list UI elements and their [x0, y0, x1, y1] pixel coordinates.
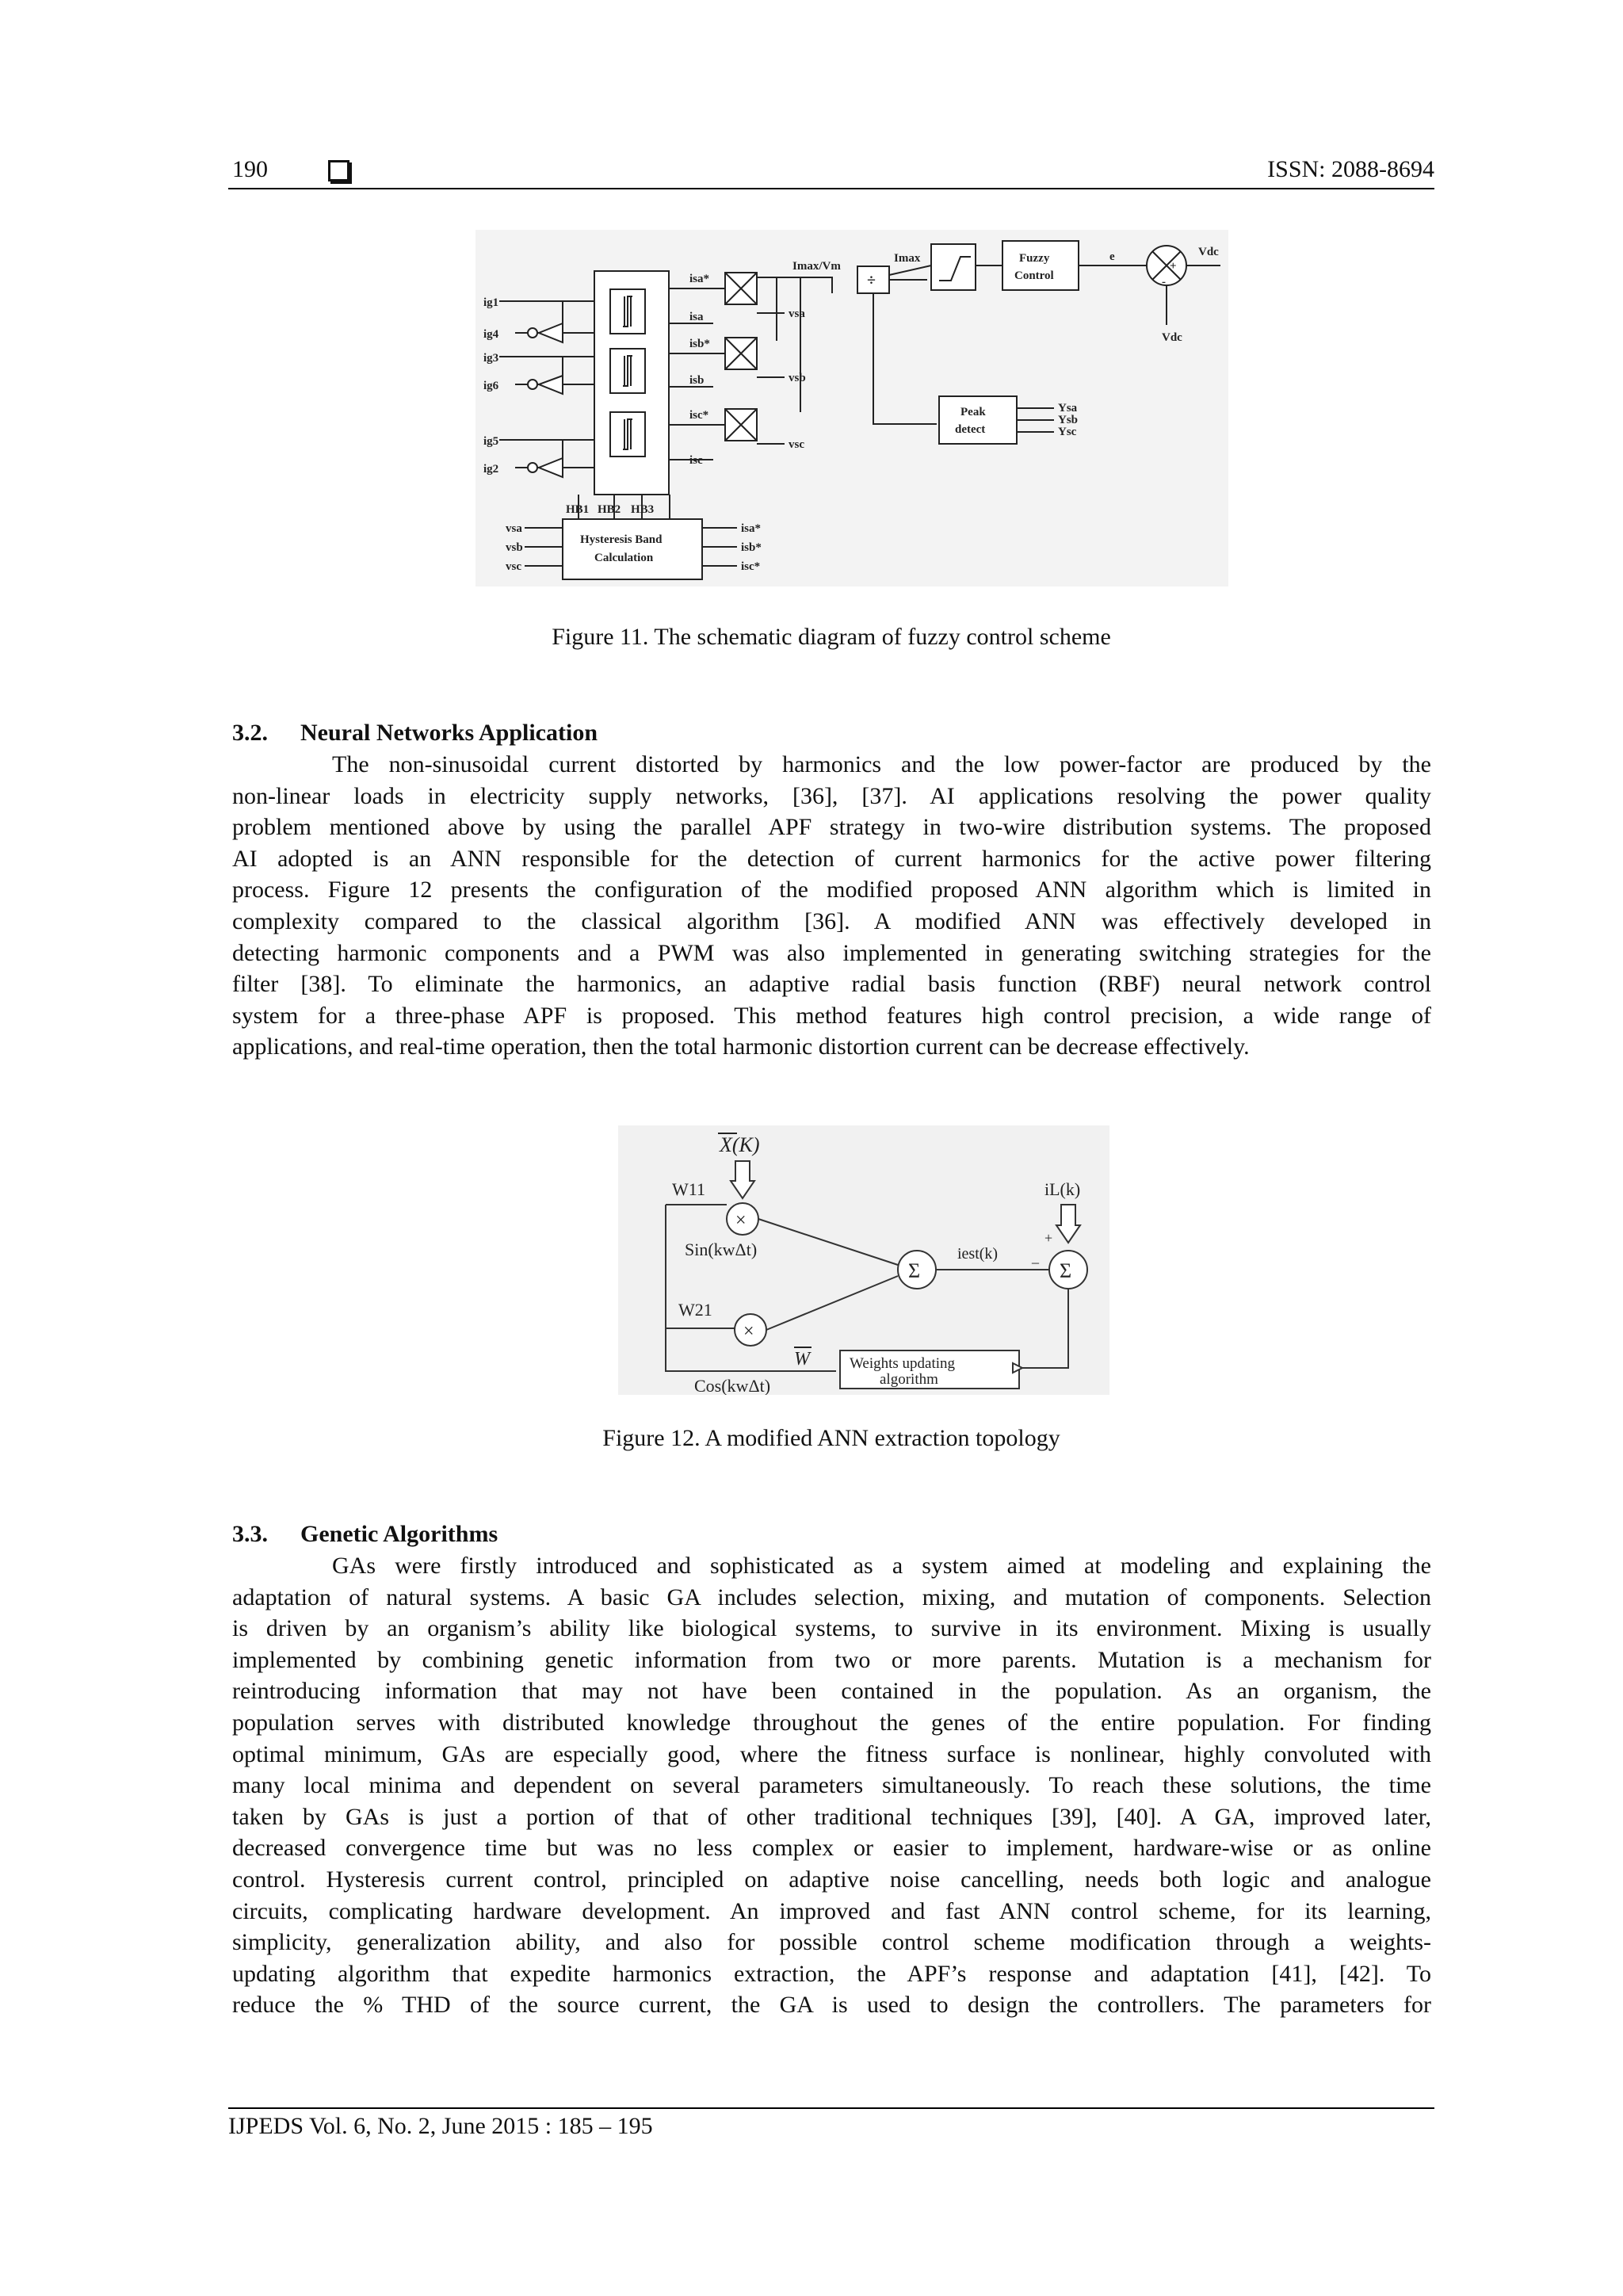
fig11-vsb: vsb	[789, 372, 806, 384]
fig11-hyst-1: Hysteresis Band	[580, 533, 663, 546]
fig11-vsc: vsc	[789, 438, 804, 451]
paragraph-line: complexity compared to the classical algorithm [36]. A modified ANN was effectively developed in	[232, 907, 1431, 934]
section-3-3-body	[232, 1550, 1431, 2021]
fig11-hyst-2: Calculation	[594, 552, 654, 564]
paragraph-line: control. Hysteresis current control, principled on adaptive noise cancelling, needs both logic and analogue	[232, 1866, 1431, 1893]
fig11-ysa: Ysa	[1058, 402, 1078, 415]
fig12-iest: iest(k)	[957, 1245, 999, 1263]
fig12-w11: W11	[672, 1179, 705, 1199]
fig11-isb-star: isb*	[689, 338, 710, 350]
fig12-sin: Sin(kwΔt)	[685, 1240, 758, 1259]
fig11-isc-star: isc*	[689, 409, 709, 422]
fig11-peak-1: Peak	[960, 406, 986, 418]
section-3-2-number: 3.2.	[232, 720, 268, 746]
fig12-cos: Cos(kwΔt)	[694, 1376, 771, 1395]
fig11-in-isa: isa*	[741, 522, 762, 535]
fig11-isa-star: isa*	[689, 273, 710, 285]
fig11-hb1: HB1	[566, 503, 590, 516]
fig12-w21: W21	[678, 1300, 712, 1320]
section-3-2-title: Neural Networks Application	[300, 720, 598, 746]
page-number: 190	[232, 156, 268, 182]
fig11-isc: isc	[689, 454, 703, 467]
fig12-times-2: ×	[743, 1321, 754, 1342]
fig12-w-bar: W	[794, 1349, 810, 1370]
fig11-in-vsb: vsb	[506, 541, 523, 554]
fig12-minus: _	[1032, 1249, 1039, 1265]
footer-citation: IJPEDS Vol. 6, No. 2, June 2015 : 185 – 195	[228, 2113, 653, 2139]
box-symbol-icon	[323, 160, 349, 185]
fig11-in-vsa: vsa	[506, 522, 522, 535]
paragraph-line: applications, and real-time operation, then the total harmonic distortion current can be decrease effectively.	[232, 1033, 1250, 1060]
paragraph-line: adaptation of natural systems. A basic GA includes selection, mixing, and mutation of components. Selection	[232, 1584, 1431, 1610]
fig11-plus: +	[1170, 260, 1177, 273]
paragraph-line: filter [38]. To eliminate the harmonics, an adaptive radial basis function (RBF) neural network control	[232, 971, 1431, 998]
fig11-ig3: ig3	[483, 352, 499, 365]
section-3-3-heading	[232, 1520, 498, 1549]
paragraph-line: reduce the % THD of the source current, the GA is used to design the controllers. The parameters for	[232, 1992, 1431, 2019]
fig11-in-isb: isb*	[741, 541, 762, 554]
fig11-fuzzy-2: Control	[1014, 269, 1054, 282]
fig12-xk: X(K)	[720, 1133, 760, 1156]
paragraph-line: problem mentioned above by using the parallel APF strategy in two-wire distribution systems. The proposed	[232, 814, 1431, 841]
fig11-ig2: ig2	[483, 463, 499, 476]
fig11-divide: ÷	[867, 272, 876, 289]
figure-11-diagram	[475, 230, 1228, 586]
paragraph-line: updating algorithm that expedite harmonics extraction, the APF’s response and adaptation [41], [42]. To	[232, 1960, 1431, 1987]
fig12-times-1: ×	[735, 1210, 747, 1231]
fig12-il: iL(k)	[1044, 1179, 1081, 1199]
fig11-imax-vm: Imax/Vm	[792, 260, 841, 273]
paragraph-line: detecting harmonic components and a PWM was also implemented in generating switching strategies for the	[232, 939, 1431, 966]
paragraph-line: process. Figure 12 presents the configuration of the modified proposed ANN algorithm which is limited in	[232, 877, 1431, 904]
paragraph-line: The non-sinusoidal current distorted by harmonics and the low power-factor are produced by the	[332, 751, 1431, 777]
figure-12-caption: Figure 12. A modified ANN extraction topology	[602, 1425, 1060, 1451]
header-rule	[228, 188, 1434, 189]
section-3-2-heading	[232, 719, 598, 747]
fig11-imax: Imax	[894, 252, 921, 265]
fig12-weights-2: algorithm	[880, 1371, 938, 1388]
paragraph-line: AI adopted is an ANN responsible for the detection of current harmonics for the active power filtering	[232, 845, 1431, 872]
fig11-fuzzy-1: Fuzzy	[1019, 252, 1050, 265]
fig11-ig1: ig1	[483, 296, 499, 309]
fig11-ig5: ig5	[483, 435, 499, 448]
fig11-ig4: ig4	[483, 328, 499, 341]
section-3-3-number: 3.3.	[232, 1521, 268, 1547]
fig11-peak-2: detect	[955, 423, 986, 436]
fig11-vsa: vsa	[789, 308, 805, 320]
paragraph-line: GAs were firstly introduced and sophisticated as a system aimed at modeling and explaining the	[332, 1553, 1431, 1579]
fig11-vdc-ref: Vdc	[1198, 246, 1219, 258]
figure-12-diagram	[618, 1125, 1109, 1395]
paragraph-line: taken by GAs is just a portion of that of other traditional techniques [39], [40]. A GA, improved later,	[232, 1803, 1431, 1830]
paragraph-line: non-linear loads in electricity supply networks, [36], [37]. AI applications resolving the power quality	[232, 782, 1431, 809]
fig11-e: e	[1109, 250, 1115, 263]
paragraph-line: many local minima and dependent on several parameters simultaneously. To reach these solutions, the time	[232, 1772, 1431, 1799]
paragraph-line: implemented by combining genetic information from two or more parents. Mutation is a mechanism for	[232, 1646, 1431, 1673]
paragraph-line: system for a three-phase APF is proposed. This method features high control precision, a wide range of	[232, 1002, 1431, 1029]
fig12-plus: +	[1044, 1230, 1053, 1246]
fig12-sigma-2: Σ	[1060, 1259, 1072, 1282]
fig11-minus: -	[1162, 276, 1166, 288]
fig11-hb3: HB3	[631, 503, 655, 516]
paragraph-line: optimal minimum, GAs are especially good, where the fitness surface is nonlinear, highly convoluted with	[232, 1740, 1431, 1767]
section-3-2-body	[232, 749, 1431, 1063]
paragraph-line: population serves with distributed knowledge throughout the genes of the entire population. For finding	[232, 1709, 1431, 1736]
fig11-ysb: Ysb	[1058, 414, 1079, 426]
fig12-sigma-1: Σ	[908, 1259, 921, 1282]
paragraph-line: is driven by an organism’s ability like biological systems, to survive in its environment. Mixing is usually	[232, 1615, 1431, 1642]
fig11-in-vsc: vsc	[506, 560, 521, 573]
footer-rule	[228, 2107, 1434, 2109]
fig11-hb2: HB2	[598, 503, 621, 516]
paragraph-line: decreased convergence time but was no less complex or easier to implement, hardware-wise or as online	[232, 1835, 1431, 1862]
paragraph-line: reintroducing information that may not have been contained in the population. As an organism, the	[232, 1678, 1431, 1705]
fig11-in-isc: isc*	[741, 560, 761, 573]
fig11-isb: isb	[689, 374, 705, 387]
section-3-3-title: Genetic Algorithms	[300, 1521, 498, 1547]
journal-issn: ISSN: 2088-8694	[1267, 156, 1434, 182]
fig11-vdc: Vdc	[1162, 331, 1182, 344]
paragraph-line: simplicity, generalization ability, and also for possible control scheme modification through a weights-	[232, 1929, 1431, 1956]
fig11-ig6: ig6	[483, 380, 499, 392]
paragraph-line: circuits, complicating hardware development. An improved and fast ANN control scheme, for its learning,	[232, 1897, 1431, 1924]
figure-11-caption: Figure 11. The schematic diagram of fuzzy control scheme	[552, 624, 1111, 650]
fig12-weights-1: Weights updating	[850, 1355, 956, 1372]
fig11-ysc: Ysc	[1058, 426, 1077, 438]
fig11-isa: isa	[689, 311, 704, 323]
